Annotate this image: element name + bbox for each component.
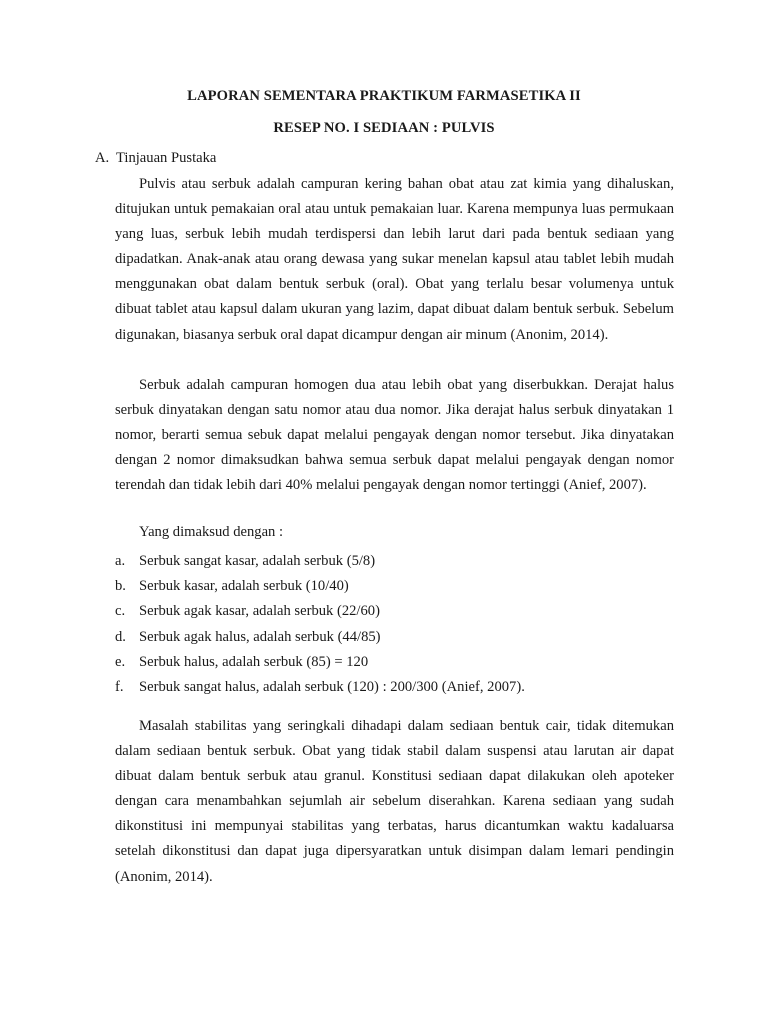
list-item bbox=[115, 675, 525, 700]
document-subtitle: RESEP NO. I SEDIAAN : PULVIS bbox=[273, 120, 495, 136]
paragraph-pulvis-definition: Pulvis atau serbuk adalah campuran kering bahan obat atau zat kimia yang dihaluskan, ditujukan untuk pemakaian oral atau untuk pemakaian luar. Karena mempunya luas permukaan yang luas, serbuk lebih mudah terdispersi dan lebih larut dari pada bentuk sediaan yang dipadatkan. Anak-anak atau orang dewasa yang sukar menelan kapsul atau tablet lebih mudah menggunakan obat dalam bentuk serbuk (oral). Obat yang terlalu besar volumenya untuk dibuat tablet atau kapsul dalam ukuran yang lazim, dapat dibuat dalam bentuk serbuk. Sebelum digunakan, biasanya serbuk oral dapat dicampur dengan air minum (Anonim, 2014). bbox=[115, 176, 674, 343]
list-item bbox=[115, 599, 525, 624]
list-item-marker: e. bbox=[115, 653, 126, 670]
section-marker: A. bbox=[95, 150, 110, 166]
list-item-marker: f. bbox=[115, 678, 124, 695]
list-item-text: Serbuk sangat kasar, adalah serbuk (5/8) bbox=[139, 553, 376, 569]
list-item-marker: a. bbox=[115, 553, 126, 569]
document-title: LAPORAN SEMENTARA PRAKTIKUM FARMASETIKA II bbox=[187, 88, 581, 104]
list-item-text: Serbuk kasar, adalah serbuk (10/40) bbox=[139, 578, 349, 595]
paragraph-serbuk-homogen: Serbuk adalah campuran homogen dua atau lebih obat yang diserbukkan. Derajat halus serbuk dinyatakan dengan satu nomor atau dua nomor. Jika derajat halus serbuk dinyatakan 1 nomor, berarti semua sebuk dapat melalui pengayak dengan nomor tersebut. Jika dinyatakan dengan 2 nomor dimaksudkan bahwa semua serbuk dapat melalui pengayak dengan nomor terendah dan tidak lebih dari 40% melalui pengayak dengan nomor tertinggi (Anief, 2007). bbox=[115, 377, 674, 494]
list-item bbox=[115, 625, 525, 650]
list-item bbox=[115, 549, 525, 574]
list-item bbox=[115, 574, 525, 599]
list-item-marker: d. bbox=[115, 628, 126, 645]
list-item-marker: b. bbox=[115, 578, 126, 595]
section-heading-text: Tinjauan Pustaka bbox=[116, 150, 217, 166]
fineness-list bbox=[115, 549, 525, 700]
section-heading bbox=[95, 150, 216, 167]
list-intro: Yang dimaksud dengan : bbox=[139, 524, 284, 540]
list-item-text: Serbuk agak kasar, adalah serbuk (22/60) bbox=[139, 603, 380, 620]
list-item-text: Serbuk halus, adalah serbuk (85) = 120 bbox=[139, 653, 369, 670]
paragraph-stabilitas: Masalah stabilitas yang seringkali dihadapi dalam sediaan bentuk cair, tidak ditemukan dalam sediaan bentuk serbuk. Obat yang tidak stabil dalam suspensi atau larutan air dapat dibuat dalam bentuk serbuk atau granul. Konstitusi sediaan dapat dilakukan oleh apoteker dengan cara menambahkan sejumlah air sebelum diserahkan. Karena sediaan yang sudah dikonstitusi ini mempunyai stabilitas yang terbatas, harus dicantumkan waktu kadaluarsa setelah dikonstitusi dan dapat juga dipersyaratkan untuk disimpan dalam lemari pendingin (Anonim, 2014). bbox=[115, 718, 674, 885]
list-item-text: Serbuk agak halus, adalah serbuk (44/85) bbox=[139, 628, 381, 645]
list-item-marker: c. bbox=[115, 603, 126, 620]
list-item-text: Serbuk sangat halus, adalah serbuk (120) : 200/300 (Anief, 2007). bbox=[139, 678, 525, 695]
list-item bbox=[115, 650, 525, 675]
